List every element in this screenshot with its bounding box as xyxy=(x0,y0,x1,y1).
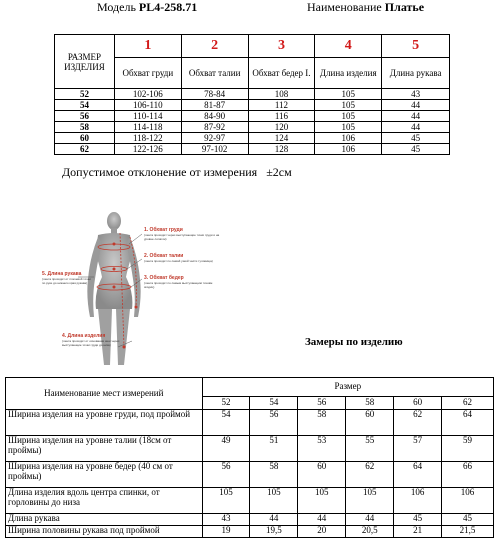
size-row xyxy=(55,144,450,155)
size-column-header: 58 xyxy=(346,397,394,410)
measurement-value: 53 xyxy=(298,436,346,462)
measurement-value: 19,5 xyxy=(250,526,298,538)
value-cell: 97-102 xyxy=(181,144,248,155)
size-label: РАЗМЕР ИЗДЕЛИЯ xyxy=(55,35,115,89)
measurement-value: 66 xyxy=(442,462,494,488)
measurement-value: 105 xyxy=(250,488,298,514)
size-rows xyxy=(55,89,450,155)
measurement-value: 58 xyxy=(250,462,298,488)
figure-label-waist: 2. Обхват талии (лента проходит по самой узкой части туловища) xyxy=(144,253,213,263)
value-cell: 106 xyxy=(315,133,382,144)
measurement-value: 19 xyxy=(202,526,250,538)
garment-name xyxy=(307,0,424,15)
figure-label-sleeve: 5. Длина рукава (лента проходит от плечевой точки по руке до нижнего края рукава) xyxy=(42,271,91,285)
col-number: 1 xyxy=(114,35,181,58)
value-cell: 81-87 xyxy=(181,100,248,111)
size-column-header: 54 xyxy=(250,397,298,410)
tolerance-text: Допустимое отклонение от измерения xyxy=(62,165,258,179)
size-header: Размер xyxy=(202,378,493,397)
measurement-row xyxy=(6,462,494,488)
size-cell: 62 xyxy=(55,144,115,155)
col-number: 3 xyxy=(248,35,315,58)
measurement-value: 44 xyxy=(298,514,346,526)
value-cell: 105 xyxy=(315,122,382,133)
size-cell: 56 xyxy=(55,111,115,122)
measurement-value: 56 xyxy=(202,462,250,488)
size-column-header: 60 xyxy=(394,397,442,410)
figure-label-hips: 3. Обхват бедер (лента проходит по самым выступающим точкам ягодиц) xyxy=(144,275,213,289)
measurement-value: 21,5 xyxy=(442,526,494,538)
measurement-rows xyxy=(6,410,494,538)
size-row xyxy=(55,100,450,111)
measurement-value: 62 xyxy=(394,410,442,436)
measurement-name: Ширина изделия на уровне груди, под проймой xyxy=(6,410,203,436)
measurements-table xyxy=(5,377,494,538)
value-cell: 105 xyxy=(315,100,382,111)
tolerance-note xyxy=(62,165,292,180)
measurement-value: 21 xyxy=(394,526,442,538)
measurement-row xyxy=(6,514,494,526)
measurement-value: 51 xyxy=(250,436,298,462)
value-cell: 114-118 xyxy=(114,122,181,133)
size-cell: 60 xyxy=(55,133,115,144)
size-row xyxy=(55,111,450,122)
measurement-value: 45 xyxy=(442,514,494,526)
measurement-value: 60 xyxy=(298,462,346,488)
measurement-row xyxy=(6,436,494,462)
size-column-header: 62 xyxy=(442,397,494,410)
measurement-value: 49 xyxy=(202,436,250,462)
name-value: Платье xyxy=(384,0,425,14)
measurement-value: 106 xyxy=(442,488,494,514)
measurement-row xyxy=(6,410,494,436)
measurement-value: 64 xyxy=(394,462,442,488)
measurement-name: Ширина изделия на уровне бедер (40 см от проймы) xyxy=(6,462,203,488)
value-cell: 78-84 xyxy=(181,89,248,100)
model-title xyxy=(97,0,197,15)
measurement-value: 105 xyxy=(346,488,394,514)
value-cell: 106 xyxy=(315,144,382,155)
measurement-value: 43 xyxy=(202,514,250,526)
name-prefix: Наименование xyxy=(307,0,382,14)
value-cell: 44 xyxy=(382,122,450,133)
tolerance-value: ±2см xyxy=(266,165,292,179)
column-labels-row xyxy=(55,58,450,89)
measurement-value: 54 xyxy=(202,410,250,436)
measurement-value: 62 xyxy=(346,462,394,488)
value-cell: 120 xyxy=(248,122,315,133)
value-cell: 122-126 xyxy=(114,144,181,155)
measurement-value: 59 xyxy=(442,436,494,462)
value-cell: 128 xyxy=(248,144,315,155)
value-cell: 43 xyxy=(382,89,450,100)
value-cell: 105 xyxy=(315,111,382,122)
measurements-header-row xyxy=(6,378,494,397)
col-label: Длина рукава xyxy=(382,58,450,89)
measurement-value: 20 xyxy=(298,526,346,538)
value-cell: 118-122 xyxy=(114,133,181,144)
value-cell: 45 xyxy=(382,144,450,155)
measurement-value: 44 xyxy=(346,514,394,526)
measurement-value: 45 xyxy=(394,514,442,526)
size-column-header: 56 xyxy=(298,397,346,410)
size-row xyxy=(55,122,450,133)
value-cell: 92-97 xyxy=(181,133,248,144)
col-label: Обхват бедер I. xyxy=(248,58,315,89)
value-cell: 106-110 xyxy=(114,100,181,111)
measurement-value: 55 xyxy=(346,436,394,462)
measurement-value: 58 xyxy=(298,410,346,436)
value-cell: 108 xyxy=(248,89,315,100)
measurement-row xyxy=(6,488,494,514)
size-cell: 54 xyxy=(55,100,115,111)
measurement-name: Длина изделия вдоль центра спинки, от горловины до низа xyxy=(6,488,203,514)
col-number: 5 xyxy=(382,35,450,58)
measurement-row xyxy=(6,526,494,538)
value-cell: 87-92 xyxy=(181,122,248,133)
measurement-value: 105 xyxy=(202,488,250,514)
col-label: Длина изделия xyxy=(315,58,382,89)
figure-label-length: 4. Длина изделия (лента проходит от основания шеи через выступающие точки груди до низа) xyxy=(62,333,120,347)
value-cell: 45 xyxy=(382,133,450,144)
value-cell: 44 xyxy=(382,111,450,122)
measurement-value: 60 xyxy=(346,410,394,436)
measurement-name: Длина рукава xyxy=(6,514,203,526)
measurement-value: 106 xyxy=(394,488,442,514)
measurement-value: 20,5 xyxy=(346,526,394,538)
size-column-header: 52 xyxy=(202,397,250,410)
col-number: 2 xyxy=(181,35,248,58)
measurement-name: Ширина изделия на уровне талии (18см от проймы) xyxy=(6,436,203,462)
size-cell: 58 xyxy=(55,122,115,133)
measurement-value: 57 xyxy=(394,436,442,462)
measurement-value: 105 xyxy=(298,488,346,514)
measurements-title: Замеры по изделию xyxy=(305,336,403,348)
value-cell: 44 xyxy=(382,100,450,111)
value-cell: 105 xyxy=(315,89,382,100)
name-header: Наименование мест измерений xyxy=(6,378,203,410)
measurement-name: Ширина половины рукава под проймой xyxy=(6,526,203,538)
measurement-value: 64 xyxy=(442,410,494,436)
model-prefix: Модель xyxy=(97,0,136,14)
column-numbers-row xyxy=(55,35,450,58)
size-cell: 52 xyxy=(55,89,115,100)
value-cell: 102-106 xyxy=(114,89,181,100)
value-cell: 110-114 xyxy=(114,111,181,122)
col-label: Обхват груди xyxy=(114,58,181,89)
size-row xyxy=(55,89,450,100)
value-cell: 112 xyxy=(248,100,315,111)
measurement-figure xyxy=(32,207,222,367)
value-cell: 116 xyxy=(248,111,315,122)
model-code: PL4-258.71 xyxy=(138,0,198,14)
measurement-value: 56 xyxy=(250,410,298,436)
col-number: 4 xyxy=(315,35,382,58)
measurement-value: 44 xyxy=(250,514,298,526)
col-label: Обхват талии xyxy=(181,58,248,89)
size-row xyxy=(55,133,450,144)
size-table xyxy=(54,34,450,155)
value-cell: 124 xyxy=(248,133,315,144)
figure-label-chest: 1. Обхват груди (лента проходит через выступающие точки груди и на уровне лопаток) xyxy=(144,227,220,241)
value-cell: 84-90 xyxy=(181,111,248,122)
